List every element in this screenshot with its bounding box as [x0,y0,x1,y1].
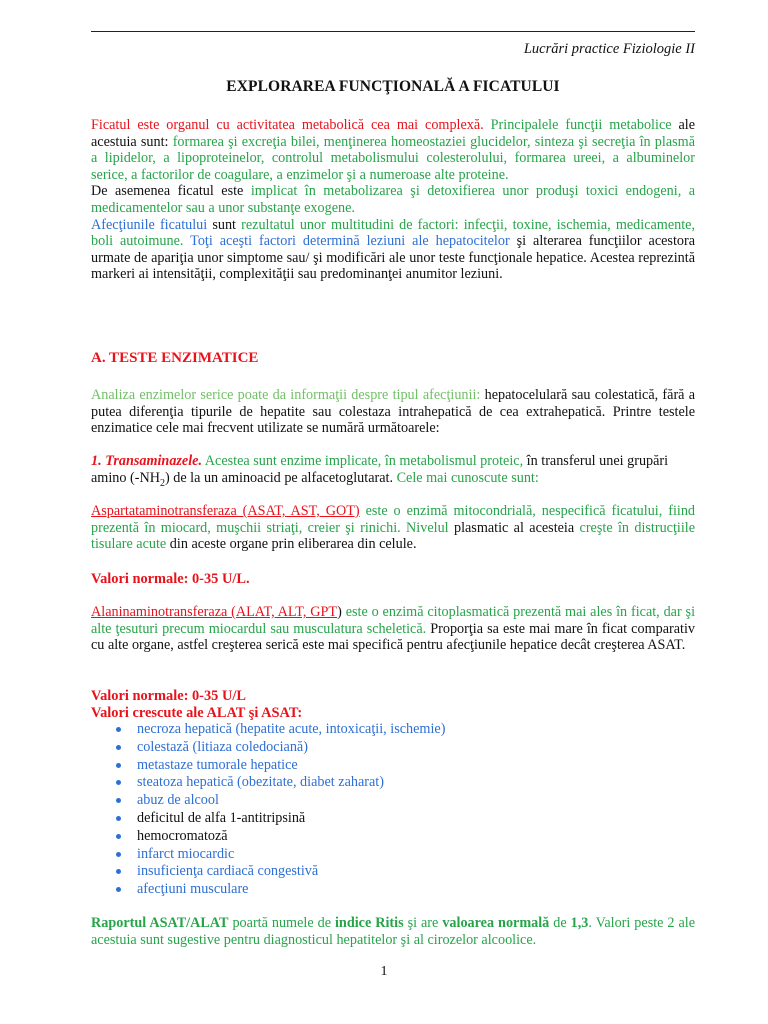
ritis-text: indice Ritis [334,915,404,931]
alat-name: Alaninaminotransferaza (ALAT, ALT, GPT [91,604,338,620]
ritis-text: poartă numele de [232,915,331,931]
causes-list [91,721,695,899]
list-item [91,846,695,864]
intro-text: Ficatul este organul cu activitatea metabolică cea mai complexă. [91,117,484,133]
asat-text: creşte în distrucţiile tisulare acute [91,519,696,553]
transaminases-paragraph [91,453,695,492]
enzyme-intro-paragraph [91,387,695,437]
intro-text: sunt [212,216,236,233]
list-item-label: insuficienţa cardiacă congestivă [137,863,319,880]
enzyme-text: Analiza enzimelor serice poate da informaţii despre tipul afecţiunii: [91,387,481,403]
transaminases-title: 1. Transaminazele. [91,453,203,469]
asat-text: este o enzimă mitocondrială, nespecifică ficatului, fiind prezentă în miocard, muşchii striaţi, creier şi rinichi. [91,503,696,536]
list-item [91,863,695,881]
intro-text: Toţi aceşti factori determină leziuni ale hepatocitelor [190,233,510,250]
ritis-text: Raportul ASAT/ALAT [91,915,229,931]
bullet-icon [116,816,121,821]
bullet-icon [116,780,121,785]
transaminases-text: în transferul unei grupări amino (-NH [91,453,669,486]
list-item-label: infarct miocardic [137,845,235,862]
alat-paragraph [91,604,695,654]
bullet-icon [116,834,121,839]
alat-text: Proporţia sa este mai mare în ficat comparativ cu alte organe, astfel creşterea serică este mai specifică pentru afecţiunile hepatice decât creşterea ASAT. [91,620,695,654]
list-item-label: colestază (litiaza coledociană) [137,738,308,755]
asat-normal-values: Valori normale: 0-35 U/L. [91,571,250,587]
list-item [91,721,695,739]
list-item-label: deficitul de alfa 1-antitripsină [137,809,306,826]
intro-text: formarea şi excreţia bilei, menţinerea homeostaziei glucidelor, sinteza şi secreţia în plasmă a lipidelor, a lipoproteinelor, controlul metabolismului colesterolului, formarea ureei, a albuminelor serice, a factorilor de coagulare, a enzimelor şi a numeroase alte proteine. [91,133,695,183]
intro-text: De asemenea ficatul este [91,183,244,200]
list-item-label: steatoza hepatică (obezitate, diabet zaharat) [137,774,384,791]
bullet-icon [116,869,121,874]
bullet-icon [116,763,121,768]
list-item-label: afecţiuni musculare [137,881,249,898]
intro-text: şi alterarea funcţiilor acestora urmate de apariţia unor simptome sau/ şi modificări ale unor teste funcţionale hepatice. Acestea reprezintă markeri ai intensităţii, complexităţii sau predominanţei anumitor leziuni. [91,233,696,283]
intro-text: Afecţiunile ficatului [91,216,208,233]
asat-paragraph [91,503,695,553]
transaminases-text: Cele mai cunoscute sunt: [396,469,539,486]
ritis-text: 1,3 [570,915,589,931]
asat-text: Nivelul [406,519,449,536]
section-heading: A. TESTE ENZIMATICE [91,350,259,366]
asat-text: plasmatic al acesteia [453,519,575,536]
transaminases-text: ) de la un aminoacid pe alfacetoglutarat. [164,469,394,486]
subscript: 2 [159,477,165,489]
enzyme-text: hepatocelulară sau colestatică, fără a putea diferenţia tipurile de hepatite sau colestaza intrahepatică de cea extrahepatică. Printre testele enzimatice cele mai frecvent utilizate se numără următoarele: [91,387,696,437]
list-item [91,757,695,775]
list-item-label: hemocromatoză [137,827,228,844]
list-item-label: abuz de alcool [137,792,219,809]
list-item [91,828,695,846]
header-rule [91,31,695,32]
bullet-icon [116,887,121,892]
intro-text: rezultatul unor multitudini de factori: infecţii, toxine, ischemia, medicamente, boli autoimune. [91,216,695,250]
ritis-text: valoarea normală [442,915,550,931]
running-header: Lucrări practice Fiziologie II [523,41,695,57]
ritis-text: . Valori peste 2 ale acestuia sunt sugestive pentru diagnosticul hepatitelor şi al cirozelor alcoolice. [91,915,696,948]
list-item [91,792,695,810]
ritis-text: de [553,915,567,931]
list-item [91,881,695,899]
bullet-icon [116,798,121,803]
list-item-label: necroza hepatică (hepatite acute, intoxicaţii, ischemie) [137,721,446,737]
list-item [91,739,695,757]
increased-values-title: Valori crescute ale ALAT şi ASAT: [91,705,303,721]
bullet-icon [116,852,121,857]
alat-normal-values: Valori normale: 0-35 U/L [91,688,246,704]
bullet-icon [116,727,121,732]
intro-text: Principalele funcţii metabolice [490,117,672,133]
list-item-label: metastaze tumorale hepatice [137,756,298,773]
asat-text: din aceste organe prin eliberarea din celule. [169,536,417,553]
intro-text: ale acestuia sunt: [91,117,696,150]
alat-text: este o enzimă citoplasmatică prezentă mai ales în ficat, dar şi alte ţesuturi precum miocardul sau musculatura scheletică. [91,604,696,637]
bullet-icon [116,745,121,750]
transaminases-text: Acestea sunt enzime implicate, în metabolismul proteic, [204,453,524,469]
alat-text: ) [337,604,342,620]
list-item [91,810,695,828]
page-title: EXPLORAREA FUNCŢIONALĂ A FICATULUI [226,78,560,95]
asat-name: Aspartataminotransferaza (ASAT, AST, GOT) [91,503,360,519]
intro-text: implicat în metabolizarea şi detoxifierea unor produşi toxici endogeni, a medicamentelor sau a unor substanţe exogene. [91,183,695,216]
list-item [91,774,695,792]
intro-paragraph [91,117,695,283]
ritis-paragraph [91,915,695,948]
page-number: 1 [380,964,388,979]
ritis-text: şi are [407,915,439,931]
